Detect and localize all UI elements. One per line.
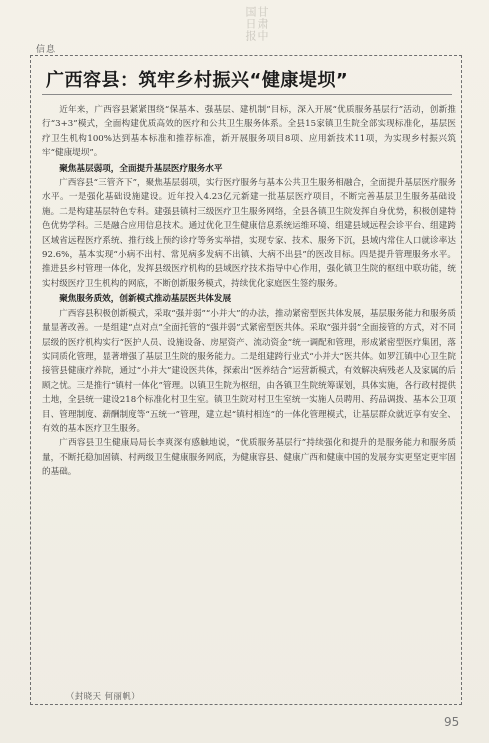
- section-tag: 信息: [36, 45, 57, 55]
- section-heading-1: 聚焦基层弱项，全面提升基层医疗服务水平: [59, 163, 223, 174]
- paragraph-intro: 近年来，广西容县紧紧围绕“保基本、强基层、建机制”目标，深入开展“优质服务基层行”活动，创新推行“3+3”模式，全面构建优质高效的医疗和公共卫生服务体系。全县15家镇卫生院全部实现标准化，基层医疗卫生机构100%达到基本标准和推荐标准，新开展服务项目8项、应用新技术11项，为实现乡村振兴筑牢“健康堤坝”。: [42, 105, 456, 159]
- article-title: 广西容县：筑牢乡村振兴“健康堤坝”: [46, 70, 349, 91]
- title-divider: [42, 94, 452, 95]
- article-body: [42, 103, 456, 480]
- masthead-watermark: 甘肃中国日报: [244, 6, 269, 42]
- article-byline: （封晓天 何丽帆）: [66, 691, 141, 701]
- section-heading-2: 聚焦服务质效，创新模式推动基层医共体发展: [59, 294, 232, 305]
- paragraph-closing: 广西容县卫生健康局局长李爽深有感触地说，“优质服务基层行”持续强化和提升的是服务能力和服务质量，不断托稳加固镇、村两级卫生健康服务网底，为健康容县、健康广西和健康中国的发展夯实更坚定更牢固的基础。: [42, 438, 456, 478]
- page-number: 95: [444, 715, 460, 729]
- paragraph-section-1: 广西容县“三管齐下”，聚焦基层弱项，实行医疗服务与基本公共卫生服务相融合，全面提升基层医疗服务水平。一是强化基础设施建设。近年投入4.23亿元新建一批基层医疗项目，不断完善基层卫生服务基础设施。二是构建基层特色专科。建强县镇村三级医疗卫生服务网络，全县各镇卫生院发挥自身优势，积极创建特色优势学科。三是融合应用信息技术。通过优化卫生健康信息系统运维环境、组建县域远程会诊平台、组建跨区域省远程医疗系统、推行线上预约诊疗等务实举措，实现专家、技术、服务下沉，县域内常住人口就诊率达92.6%，基本实现“小病不出村、常见病多发病不出镇、大病不出县”的医改目标。四是提升管理服务水平。推进县乡村管理一体化，发挥县级医疗机构的县域医疗技术指导中心作用，强化镇卫生院的枢纽中联功能，统实村级医疗卫生机构的网底，不断创新服务模式，持续优化家庭医生签约服务。: [42, 178, 456, 289]
- paragraph-section-2: 广西容县积极创新模式，采取“强并弱”“小并大”的办法，推动紧密型医共体发展，基层服务能力和服务质量显著改善。一是组建“点对点”全面托管的“强并弱”式紧密型医共体。采取“强并弱”全面接管的方式，对不同层级的医疗机构实行“医护人员、设施设备、房屋资产、流动资金”统一调配和管理，形成紧密型医疗集团，落实同质化管理，显著增强了基层卫生院的服务能力。二是组建跨行业式“小并大”医共体。如罗江镇中心卫生院接管县健康疗养院，通过“小并大”建设医共体，探索出“医养结合”运营新模式，有效解决病残老人及家属的后顾之忧。三是推行“镇村一体化”管理。以镇卫生院为枢纽，由各镇卫生院统筹谋划，具体实施，各行政村提供土地，全县统一建设218个标准化村卫生室。镇卫生院对村卫生室统一实施人员聘用、药品调拨、基本公卫项目、管理制度、薪酬制度等“五统一”管理，建立起“镇村相连”的一体化管理模式，让基层群众就近享有安全、有效的基本医疗卫生服务。: [42, 308, 456, 434]
